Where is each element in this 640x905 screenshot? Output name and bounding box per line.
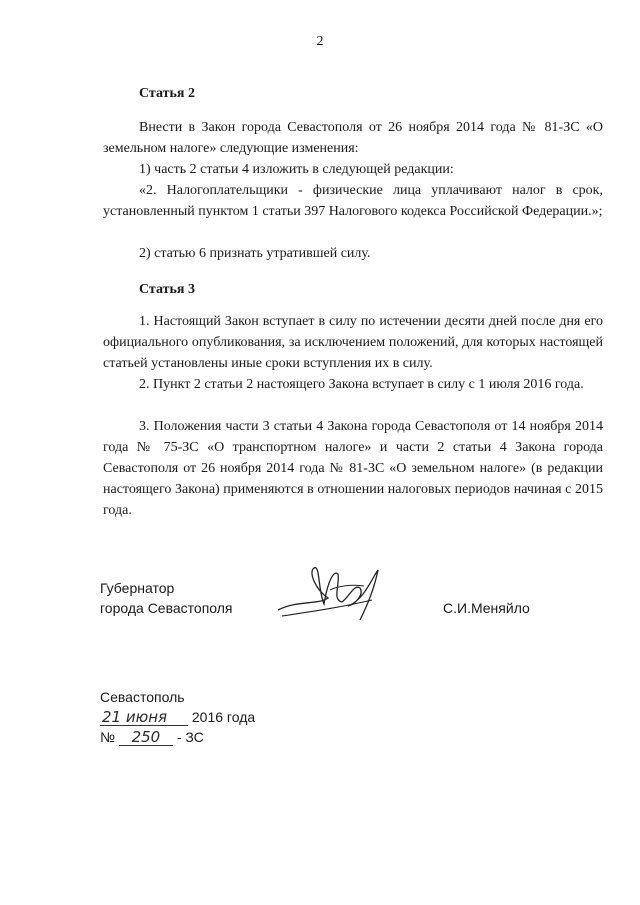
footer-year: 2016 года bbox=[191, 709, 256, 725]
signatory-name: С.И.Меняйло bbox=[443, 600, 530, 616]
article-2-paragraph-1: Внести в Закон города Севастополя от 26 ноября 2014 года № 81-ЗС «О земельном налоге» следующие изменения: bbox=[103, 120, 603, 156]
article-3-paragraph-2: 2. Пункт 2 статьи 2 настоящего Закона вступает в силу с 1 июля 2016 года. bbox=[139, 377, 584, 392]
article-2-heading: Статья 2 bbox=[139, 86, 195, 101]
document-footer bbox=[100, 687, 255, 747]
footer-date-line bbox=[100, 707, 255, 727]
page-number: 2 bbox=[316, 34, 324, 49]
footer-number-sign: № bbox=[100, 729, 116, 745]
article-3-heading: Статья 3 bbox=[139, 282, 195, 297]
signatory-title-line-1: Губернатор bbox=[100, 580, 175, 596]
footer-city: Севастополь bbox=[100, 689, 185, 705]
footer-handwritten-date: 21 июня bbox=[100, 709, 188, 726]
signatory-title-line-2: города Севастополя bbox=[100, 600, 233, 616]
footer-number-line bbox=[100, 727, 255, 747]
footer-handwritten-number: 250 bbox=[119, 729, 173, 746]
article-3-paragraph-3: 3. Положения части 3 статьи 4 Закона города Севастополя от 14 ноября 2014 года № 75-ЗС «О транспортном налоге» и части 2 статьи 4 Закона города Севастополя от 26 ноября 2014 года № 81-ЗС «О земельном налоге» (в редакции настоящего Закона) применяются в отношении налоговых периодов начиная с 2015 года. bbox=[103, 419, 603, 518]
handwritten-signature bbox=[268, 560, 398, 630]
article-2-paragraph-4: 2) статью 6 признать утратившей силу. bbox=[139, 246, 371, 261]
signatory-title bbox=[100, 578, 233, 618]
article-2-paragraph-3: «2. Налогоплательщики - физические лица уплачивают налог в срок, установленный пунктом 1 статьи 397 Налогового кодекса Российской Федерации.»; bbox=[103, 183, 603, 219]
article-2-paragraph-2: 1) часть 2 статьи 4 изложить в следующей редакции: bbox=[139, 162, 454, 177]
article-3-paragraph-1: 1. Настоящий Закон вступает в силу по истечении десяти дней после дня его официального опубликования, за исключением положений, для которых настоящей статьей установлены иные сроки вступления их в силу. bbox=[103, 314, 603, 371]
footer-number-suffix: - ЗС bbox=[176, 729, 204, 745]
